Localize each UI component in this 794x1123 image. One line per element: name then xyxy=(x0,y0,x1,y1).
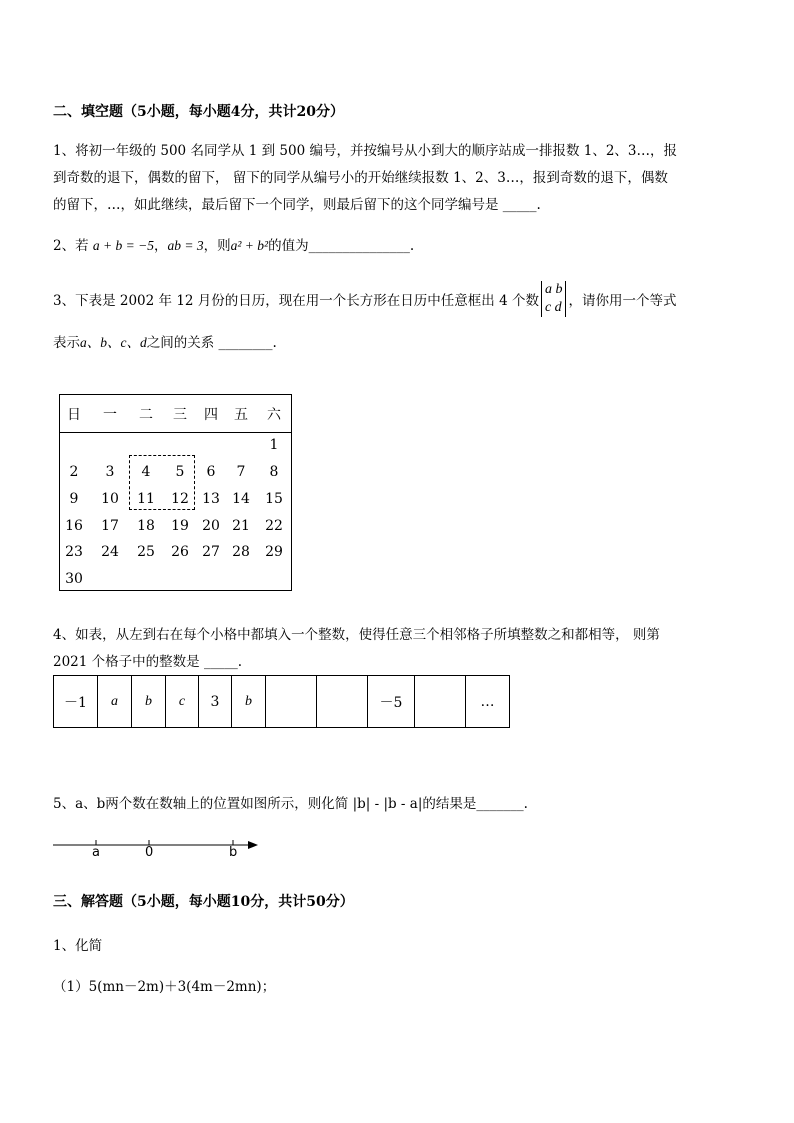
question-4-line-2: 2021 个格子中的整数是 _____. xyxy=(53,654,242,670)
question-2-mid: ，则 xyxy=(203,238,231,254)
question-2-suffix: 的值为_______________. xyxy=(268,238,415,254)
grid-cell: c xyxy=(166,676,199,727)
question-2-expr-1: a + b = −5 xyxy=(92,238,154,253)
question-4-grid xyxy=(53,675,510,728)
grid-cell: … xyxy=(480,693,495,710)
question-5: 5、a、b两个数在数轴上的位置如图所示，则化简 |b| - |b - a|的结果是_______. xyxy=(53,796,528,812)
calendar-day-cell: 22 xyxy=(265,518,283,534)
calendar-day-cell: 17 xyxy=(101,518,119,534)
grid-cell xyxy=(266,676,317,727)
axis-label-b: b xyxy=(229,845,238,860)
grid-cell: －5 xyxy=(368,676,415,727)
question-1-line-1: 1、将初一年级的 500 名同学从 1 到 500 编号，并按编号从小到大的顺序站成一排报数 1、2、3…，报 xyxy=(53,143,678,159)
calendar-day-cell: 20 xyxy=(202,518,220,534)
calendar-day-cell: 16 xyxy=(65,518,83,534)
calendar-day-cell: 13 xyxy=(202,491,220,507)
calendar-header-cell: 五 xyxy=(234,407,248,423)
section-3-title: 三、解答题（5小题，每小题10分，共计50分） xyxy=(53,894,354,910)
grid-cell xyxy=(415,676,466,727)
question-3-matrix-top: a b xyxy=(544,282,563,297)
calendar-day-cell: 8 xyxy=(269,464,279,480)
grid-cell: a xyxy=(98,676,132,727)
question-2-expr-2: ab = 3 xyxy=(167,238,204,253)
question-3-suffix: ，请你用一个等式 xyxy=(568,293,677,309)
calendar-day-cell: 9 xyxy=(69,491,79,507)
question-2-sep: ， xyxy=(153,238,168,254)
calendar-day-cell: 1 xyxy=(269,437,279,453)
calendar-day-cell: 30 xyxy=(65,571,83,587)
question-1-line-3: 的留下，…，如此继续，最后留下一个同学，则最后留下的这个同学编号是 _____. xyxy=(53,197,541,213)
calendar-header-cell: 四 xyxy=(204,407,218,423)
calendar-dashed-selection xyxy=(129,455,195,510)
question-2-expr-3: a² + b² xyxy=(230,238,269,253)
calendar-day-cell: 19 xyxy=(171,518,189,534)
calendar-header-cell: 二 xyxy=(139,407,153,423)
calendar-day-cell: 12 xyxy=(171,491,189,507)
number-line-arrow xyxy=(248,841,258,849)
calendar-day-cell: 5 xyxy=(175,464,185,480)
calendar-day-cell: 25 xyxy=(137,544,155,560)
calendar-day-cell: 10 xyxy=(101,491,119,507)
calendar-day-cell: 15 xyxy=(265,491,283,507)
question-3 xyxy=(53,281,753,351)
calendar-header-cell: 六 xyxy=(267,407,281,423)
calendar-day-cell: 3 xyxy=(105,464,115,480)
calendar-day-cell: 21 xyxy=(232,518,250,534)
section-3-question-1-title: 1、化简 xyxy=(53,938,103,954)
question-1-line-2: 到奇数的退下，偶数的留下， 留下的同学从编号小的开始继续报数 1、2、3…，报到奇数的退下，偶数 xyxy=(53,170,668,186)
calendar-day-cell: 18 xyxy=(137,518,155,534)
grid-cell: b xyxy=(232,676,266,727)
question-1 xyxy=(53,138,743,219)
calendar-day-cell: 11 xyxy=(137,491,155,507)
question-3-line2-suffix: 之间的关系 ________. xyxy=(146,335,277,351)
calendar-day-cell: 14 xyxy=(232,491,250,507)
question-3-matrix xyxy=(541,281,567,317)
axis-label-a: a xyxy=(92,845,100,860)
question-3-line2-prefix: 表示 xyxy=(53,335,80,351)
calendar-day-cell: 29 xyxy=(265,544,283,560)
calendar-day-cell: 24 xyxy=(101,544,119,560)
calendar-header-cell: 日 xyxy=(67,407,81,423)
section-3-question-1-part-1: （1）5(mn－2m)＋3(4m－2mn)； xyxy=(53,979,276,995)
question-3-vars: a、b、c、d xyxy=(80,335,147,350)
calendar-day-cell: 4 xyxy=(141,464,151,480)
question-2-prefix: 2、若 xyxy=(53,238,89,254)
question-4 xyxy=(53,622,743,676)
grid-cell xyxy=(317,676,368,727)
calendar-day-cell: 2 xyxy=(69,464,79,480)
calendar-day-cell: 26 xyxy=(171,544,189,560)
axis-label-0: 0 xyxy=(145,845,154,860)
grid-cell: 3 xyxy=(199,676,232,727)
calendar-day-cell: 23 xyxy=(65,544,83,560)
section-2-title: 二、填空题（5小题，每小题4分，共计20分） xyxy=(53,104,344,120)
calendar-day-cell: 6 xyxy=(206,464,216,480)
question-3-prefix: 3、下表是 2002 年 12 月份的日历，现在用一个长方形在日历中任意框出 4 个数 xyxy=(53,293,539,309)
grid-cell: －1 xyxy=(54,676,98,727)
calendar-header-cell: 三 xyxy=(173,407,187,423)
question-4-line-1: 4、如表，从左到右在每个小格中都填入一个整数，使得任意三个相邻格子所填整数之和都相等， 则第 xyxy=(53,627,660,643)
question-3-matrix-bottom: c d xyxy=(544,300,562,315)
grid-cell: b xyxy=(132,676,166,727)
calendar-day-cell: 27 xyxy=(202,544,220,560)
question-2 xyxy=(53,236,414,256)
calendar-day-cell: 7 xyxy=(236,464,246,480)
calendar-header-cell: 一 xyxy=(103,407,117,423)
calendar-day-cell: 28 xyxy=(232,544,250,560)
